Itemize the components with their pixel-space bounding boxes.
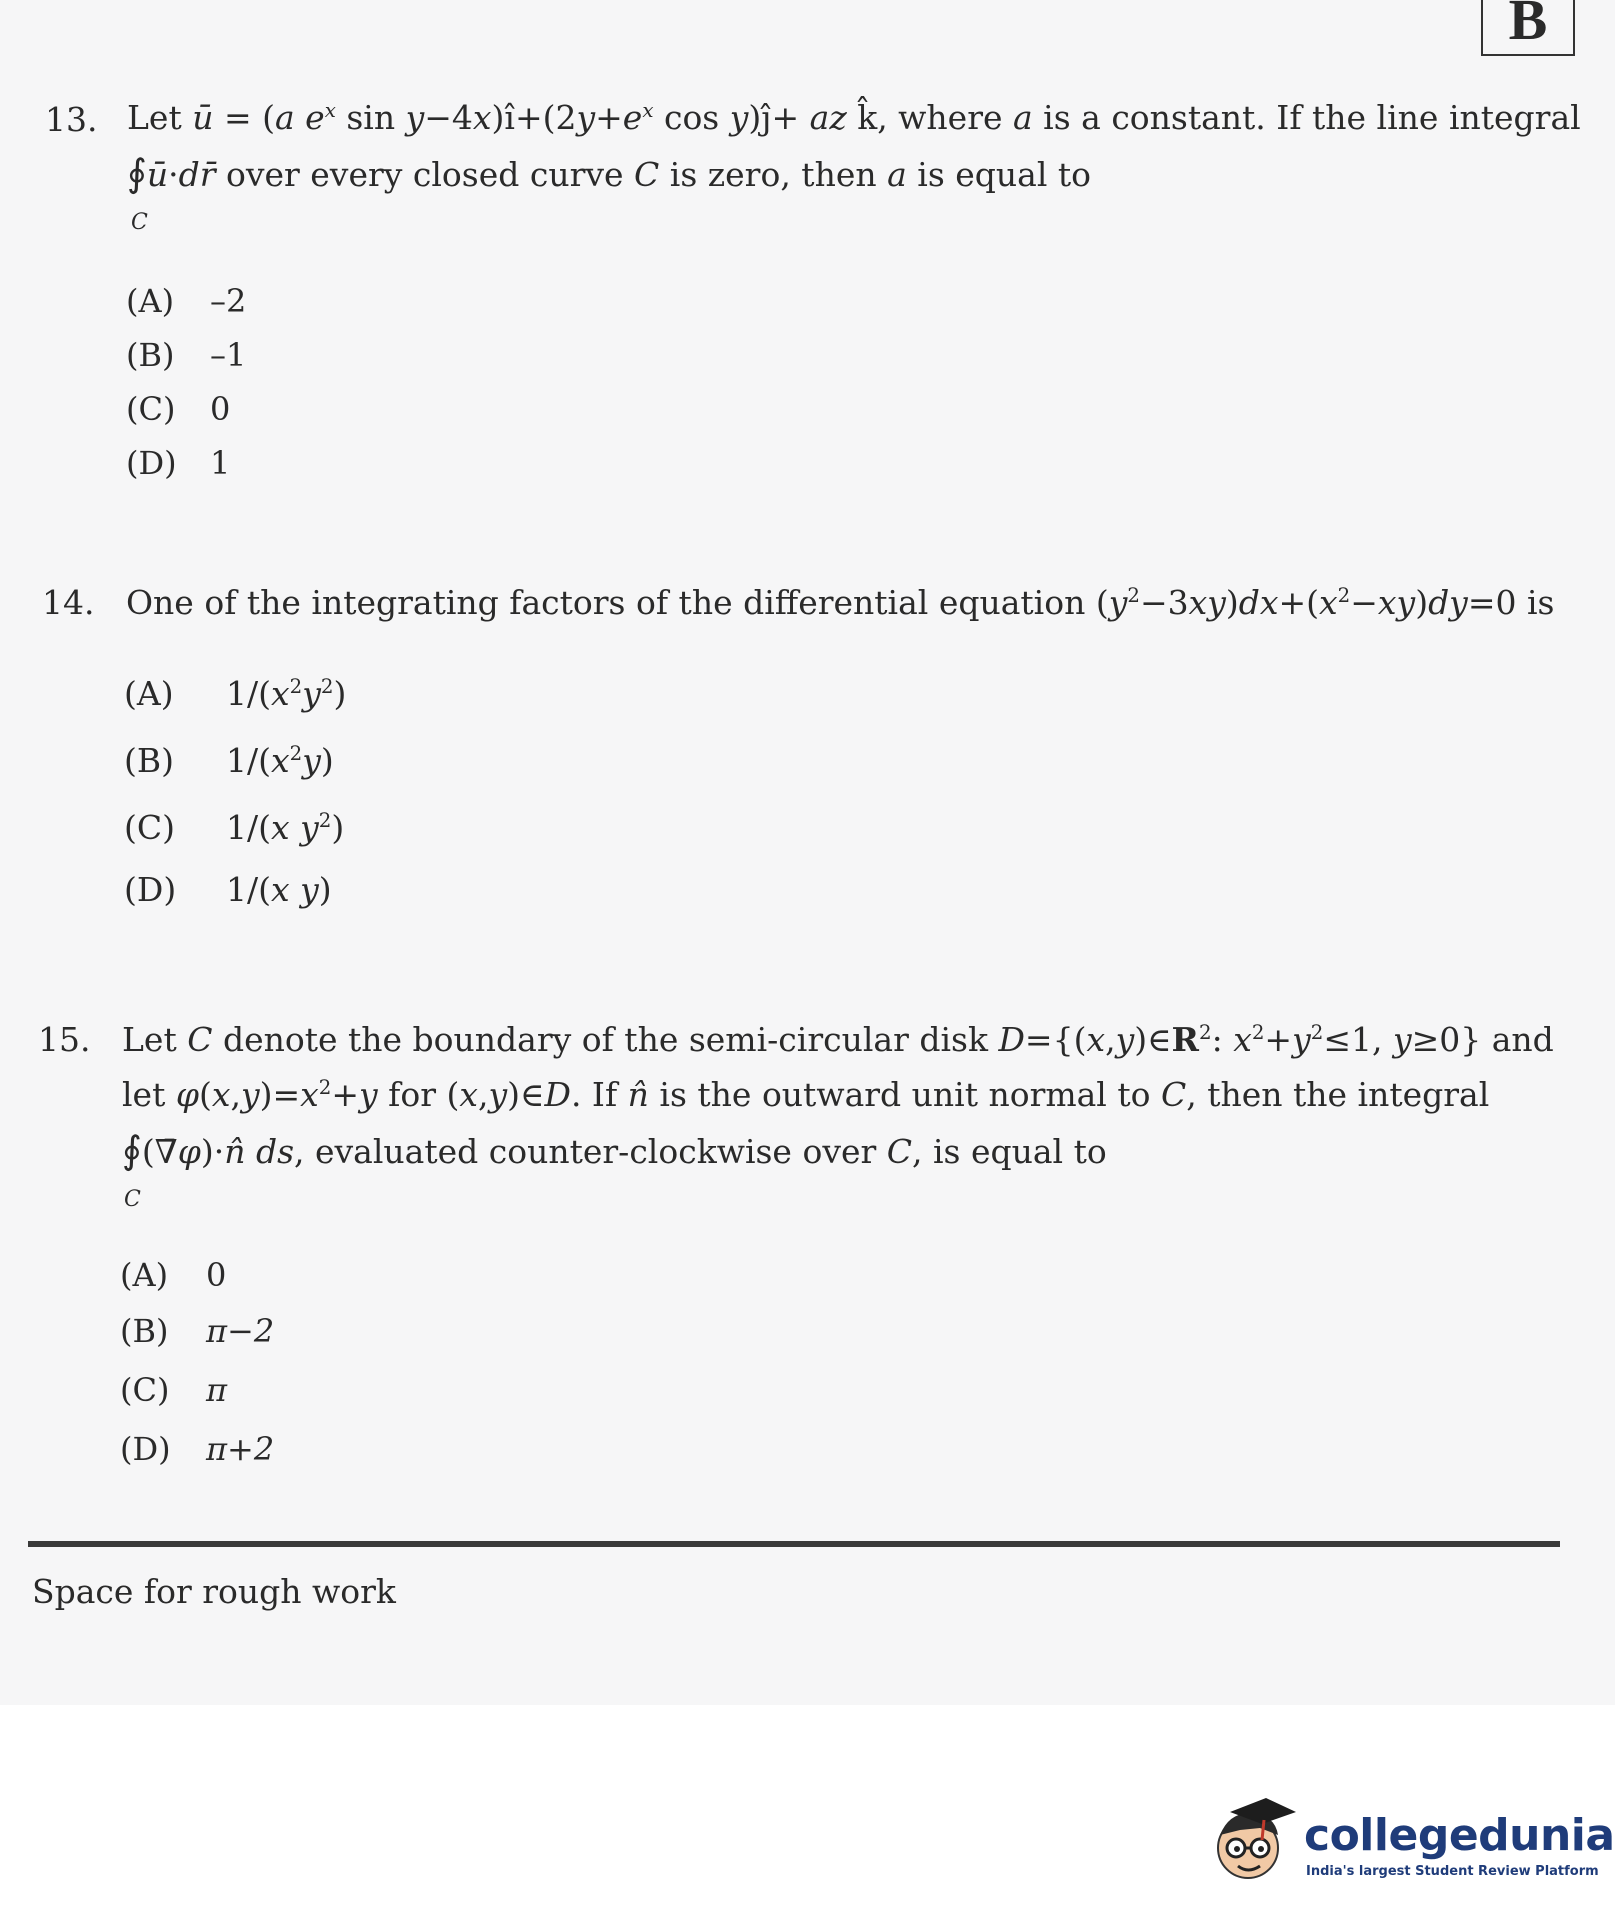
option-c[interactable]: [126, 390, 526, 444]
option-value: π−2: [206, 1312, 275, 1350]
option-value: –2: [210, 282, 247, 320]
question-number: 14.: [42, 583, 95, 622]
question-15-options: [120, 1256, 520, 1486]
option-label: (D): [120, 1430, 171, 1468]
booklet-code-box: B: [1481, 0, 1575, 56]
option-b[interactable]: [124, 741, 624, 808]
option-value: $1/(x^2y^2)$: [226, 674, 347, 713]
option-a[interactable]: [124, 674, 624, 741]
option-value: –1: [210, 336, 247, 374]
option-value: 0: [206, 1256, 227, 1294]
option-value: 1: [210, 444, 231, 482]
option-label: (A): [124, 674, 174, 713]
option-a[interactable]: [126, 282, 526, 336]
option-value: 1/(x $y^2$): [226, 808, 345, 847]
option-d[interactable]: [124, 870, 624, 930]
question-text: One of the integrating factors of the differential equation $(y^2-3xy)dx+(x^2-xy)dy=0$ is: [126, 583, 1555, 622]
option-label: (A): [126, 282, 175, 320]
collegedunia-logo[interactable]: [1200, 1790, 1615, 1890]
option-label: (D): [124, 870, 177, 909]
question-text: Let ū = (a $e^x$ $\sin y-4x)î+(2y+e^x$ cos y)ĵ+ az k̂, where a is a constant. If the line integral ∮ C ū·dr̄ over every closed curve C is zero, then a is equal to: [127, 98, 1581, 235]
question-14-options: [124, 674, 624, 930]
option-value: 0: [210, 390, 231, 428]
option-label: (B): [126, 336, 175, 374]
option-c[interactable]: [124, 808, 624, 870]
option-label: (B): [124, 741, 174, 780]
option-value: π: [206, 1371, 228, 1409]
mascot-icon: [1200, 1790, 1300, 1890]
option-label: (C): [124, 808, 175, 847]
option-d[interactable]: [120, 1430, 520, 1486]
rough-work-label: Space for rough work: [32, 1572, 396, 1611]
question-text: Let C denote the boundary of the semi-circular disk $D=\{(x,y)\in R^2$: $x^2+y^2\le 1$, y≥0} and let $\varphi(x,y)=x^2+y$ for (x,y)∈D. If n̂ is the outward unit normal to C, then the integral ∮ C (∇̄φ)·n̂ ds, evaluated counter-clockwise over C, is equal to: [122, 1020, 1554, 1212]
option-value: π+2: [206, 1430, 275, 1468]
logo-tagline: India's largest Student Review Platform: [1306, 1864, 1599, 1879]
question-number: 15.: [38, 1020, 91, 1059]
option-label: (B): [120, 1312, 169, 1350]
option-c[interactable]: [120, 1371, 520, 1430]
option-a[interactable]: [120, 1256, 520, 1312]
option-label: (C): [120, 1371, 170, 1409]
option-b[interactable]: [120, 1312, 520, 1371]
option-d[interactable]: [126, 444, 526, 498]
option-label: (A): [120, 1256, 169, 1294]
question-13-options: [126, 282, 526, 498]
section-divider: [28, 1541, 1560, 1547]
option-value: $1/(x^2y)$: [226, 741, 334, 780]
question-number: 13.: [45, 100, 98, 139]
option-label: (D): [126, 444, 177, 482]
option-label: (C): [126, 390, 176, 428]
option-b[interactable]: [126, 336, 526, 390]
option-value: 1/(x y): [226, 870, 332, 909]
logo-wordmark: collegedunia: [1304, 1810, 1615, 1861]
